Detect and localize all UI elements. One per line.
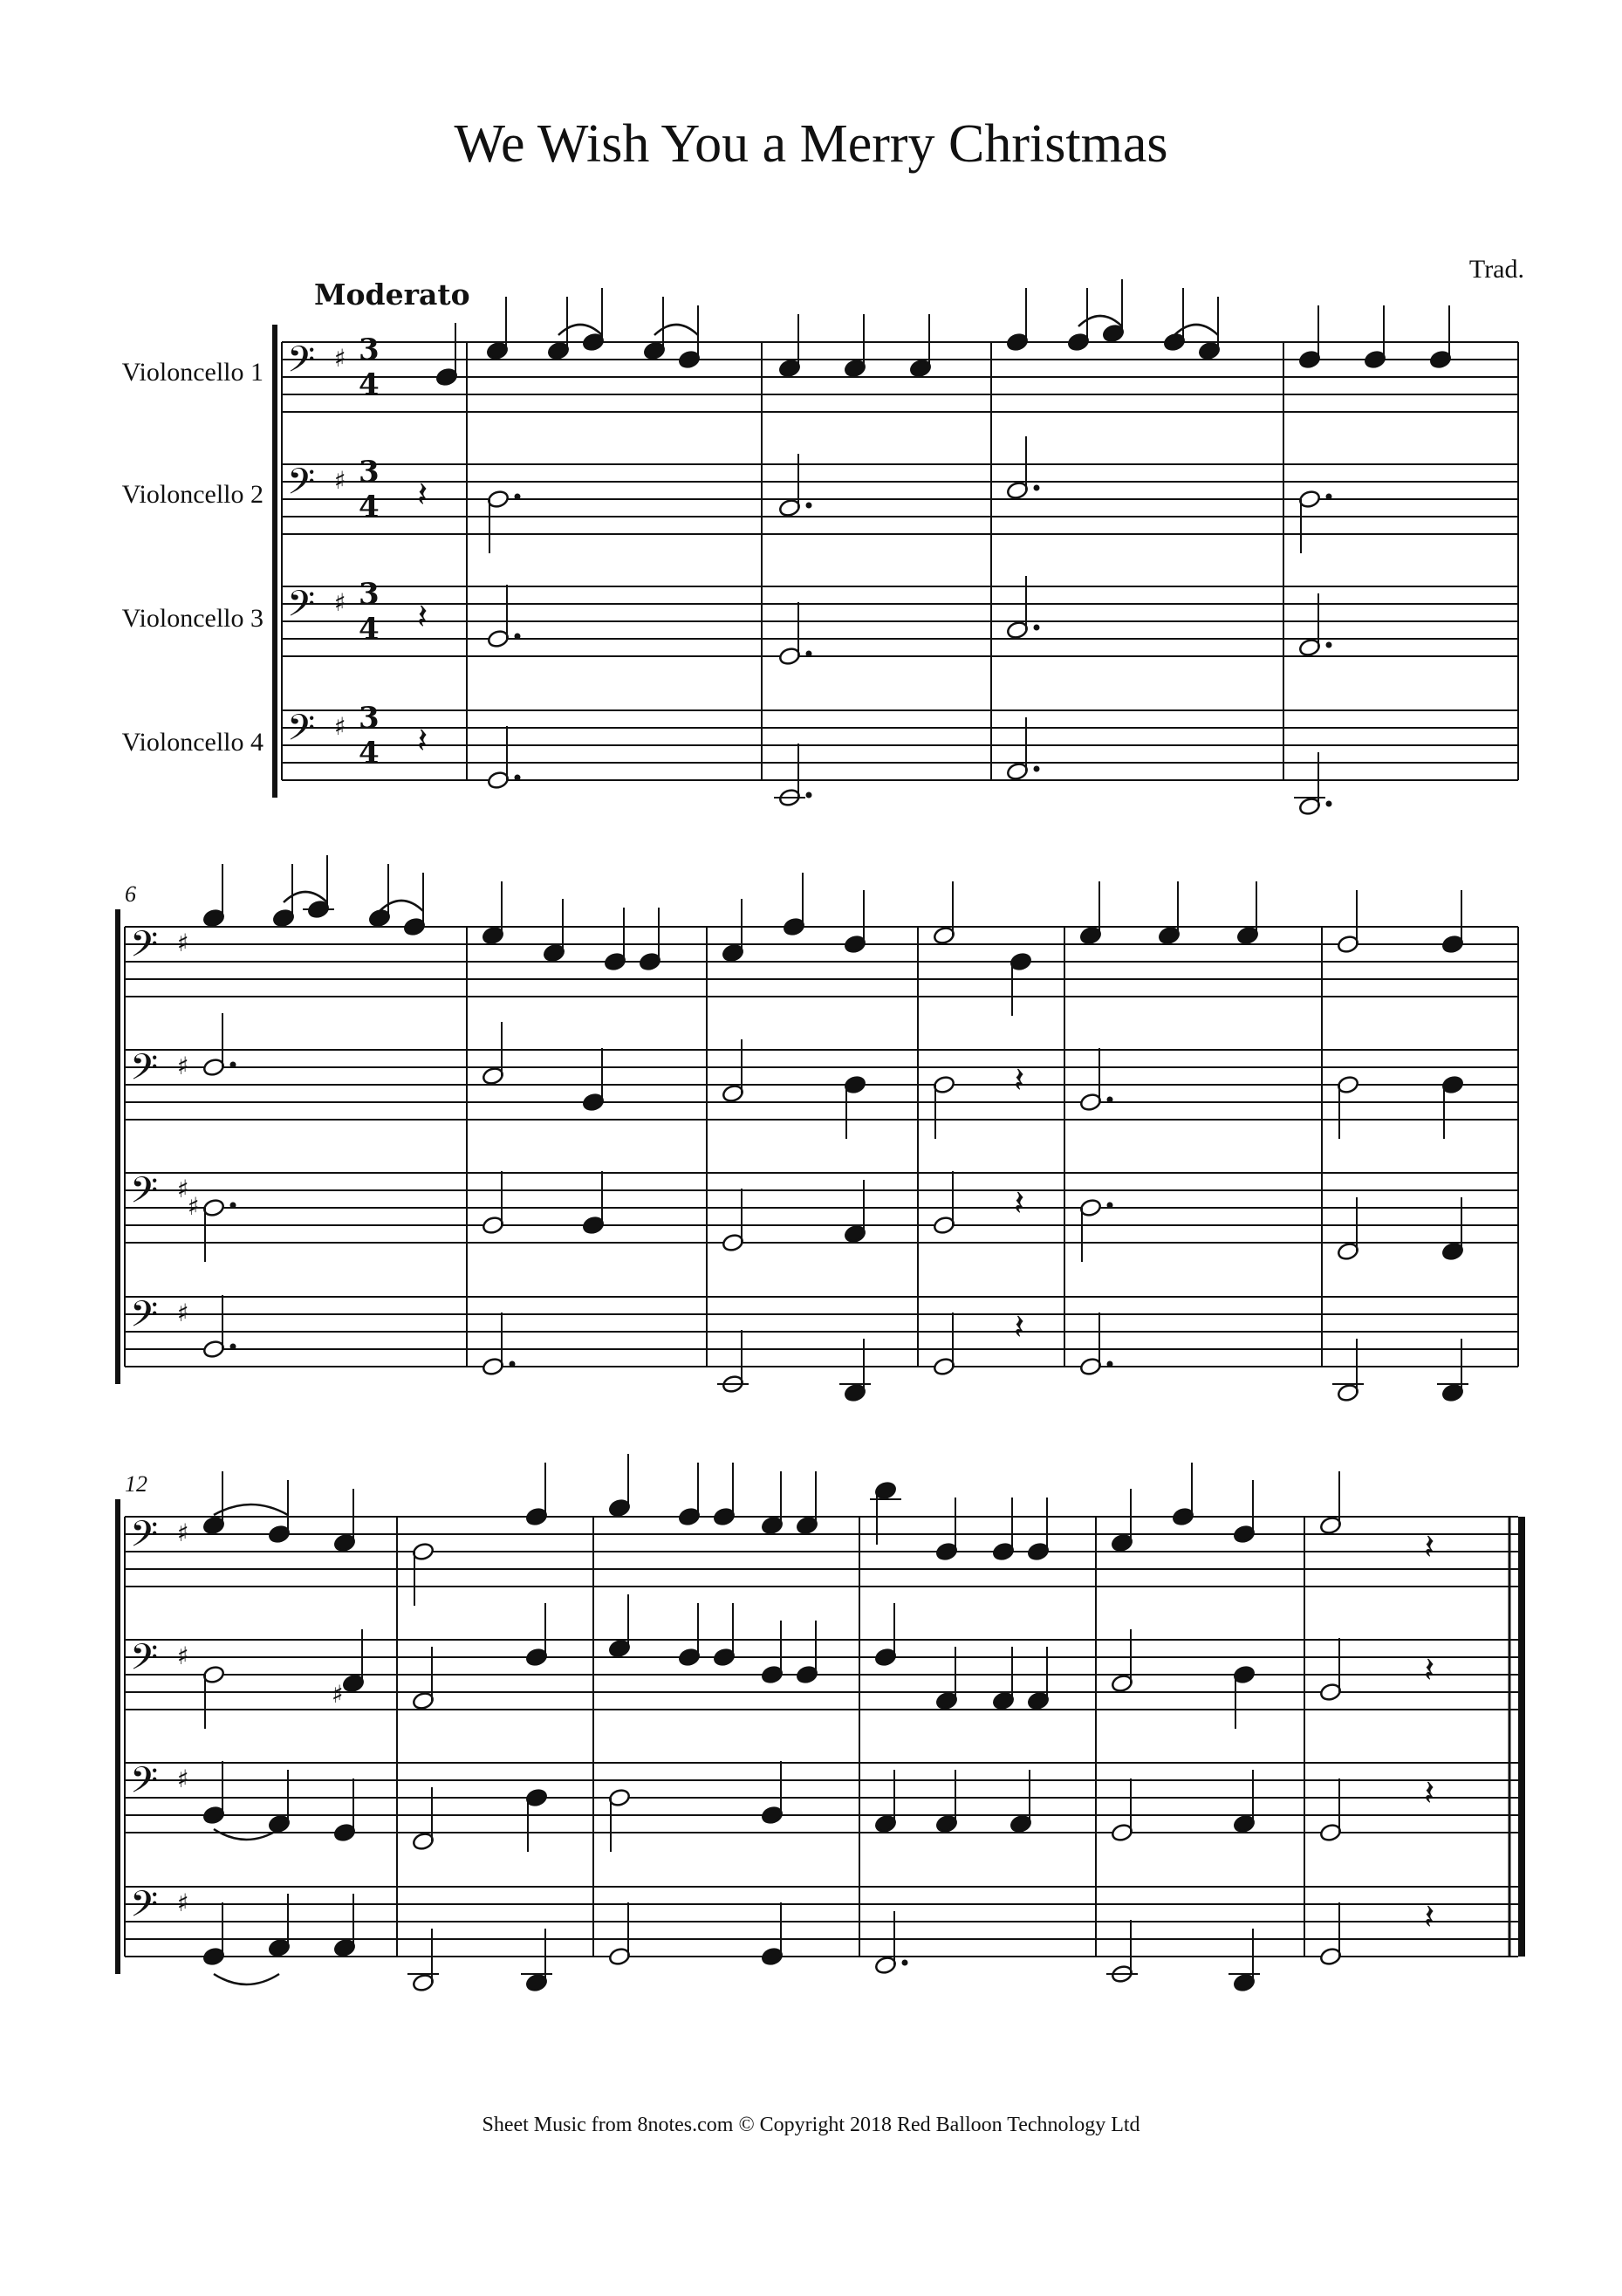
dot <box>230 1203 236 1209</box>
time-sig-top: 3 <box>359 577 380 612</box>
time-sig-top: 3 <box>359 701 380 736</box>
accidental-sharp-icon: ♯ <box>332 1680 344 1709</box>
key-sharp-icon: ♯ <box>334 466 346 495</box>
dot <box>230 1062 236 1068</box>
dot <box>1326 642 1332 648</box>
quarter-rest-icon: 𝄽 <box>417 475 428 515</box>
part-label-violoncello-4: Violoncello 4 <box>121 728 263 757</box>
key-sharp-icon: ♯ <box>177 1518 189 1547</box>
quarter-rest-icon: 𝄽 <box>1424 1527 1435 1567</box>
slur <box>654 325 698 335</box>
key-sharp-icon: ♯ <box>177 1175 189 1203</box>
slur <box>214 1829 279 1840</box>
key-sharp-icon: ♯ <box>177 1888 189 1917</box>
dot <box>230 1344 236 1350</box>
accidental-sharp-icon: ♯ <box>188 1192 200 1221</box>
quarter-rest-icon: 𝄽 <box>1424 1897 1435 1937</box>
key-sharp-icon: ♯ <box>334 344 346 373</box>
part-label-violoncello-1: Violoncello 1 <box>121 358 263 387</box>
copyright-footer: Sheet Music from 8notes.com © Copyright 2018 Red Balloon Technology Ltd <box>482 2114 1140 2136</box>
bass-clef-icon: 𝄢 <box>287 339 316 389</box>
time-sig-bottom: 4 <box>359 736 380 771</box>
bass-clef-icon: 𝄢 <box>287 707 316 757</box>
time-sig-bottom: 4 <box>359 612 380 647</box>
dot <box>510 1361 516 1367</box>
time-sig-top: 3 <box>359 332 380 367</box>
dot <box>1326 801 1332 807</box>
part-label-violoncello-2: Violoncello 2 <box>121 480 263 509</box>
slur <box>284 892 327 902</box>
slur <box>558 325 602 335</box>
part-label-violoncello-3: Violoncello 3 <box>121 604 263 633</box>
dot <box>515 634 521 640</box>
measure-number-system-2: 6 <box>125 881 136 907</box>
quarter-rest-icon: 𝄽 <box>1014 1183 1025 1223</box>
time-sig-top: 3 <box>359 455 380 490</box>
key-sharp-icon: ♯ <box>177 929 189 957</box>
bass-clef-icon: 𝄢 <box>130 923 159 974</box>
quarter-rest-icon: 𝄽 <box>1014 1060 1025 1100</box>
dot <box>1107 1361 1113 1367</box>
quarter-rest-icon: 𝄽 <box>417 597 428 637</box>
slur <box>214 1974 279 1984</box>
slur <box>1174 325 1218 335</box>
key-sharp-icon: ♯ <box>177 1641 189 1670</box>
key-sharp-icon: ♯ <box>177 1052 189 1080</box>
slur <box>1078 316 1122 326</box>
tempo-marking: Moderato <box>314 278 470 312</box>
key-sharp-icon: ♯ <box>334 588 346 617</box>
dot <box>806 503 812 509</box>
quarter-rest-icon: 𝄽 <box>1014 1307 1025 1347</box>
bass-clef-icon: 𝄢 <box>130 1636 159 1687</box>
key-sharp-icon: ♯ <box>334 712 346 741</box>
dot <box>1107 1097 1113 1103</box>
time-sig-bottom: 4 <box>359 490 380 524</box>
bass-clef-icon: 𝄢 <box>130 1169 159 1220</box>
bass-clef-icon: 𝄢 <box>130 1513 159 1564</box>
bass-clef-icon: 𝄢 <box>130 1759 159 1810</box>
dot <box>902 1960 908 1966</box>
dot <box>806 792 812 798</box>
dot <box>1034 485 1040 491</box>
quarter-rest-icon: 𝄽 <box>1424 1773 1435 1813</box>
bass-clef-icon: 𝄢 <box>287 583 316 634</box>
slur <box>214 1504 288 1515</box>
bass-clef-icon: 𝄢 <box>287 461 316 511</box>
page-title: We Wish You a Merry Christmas <box>454 114 1168 174</box>
bass-clef-icon: 𝄢 <box>130 1883 159 1934</box>
dot <box>515 775 521 781</box>
slur <box>380 901 423 911</box>
dot <box>1034 766 1040 772</box>
dot <box>515 494 521 500</box>
composer-credit: Trad. <box>1468 255 1524 284</box>
dot <box>806 651 812 657</box>
measure-number-system-3: 12 <box>125 1471 147 1497</box>
key-sharp-icon: ♯ <box>177 1765 189 1793</box>
quarter-rest-icon: 𝄽 <box>1424 1650 1435 1690</box>
dot <box>1326 494 1332 500</box>
dot <box>1034 625 1040 631</box>
quarter-rest-icon: 𝄽 <box>417 721 428 761</box>
key-sharp-icon: ♯ <box>177 1299 189 1327</box>
bass-clef-icon: 𝄢 <box>130 1046 159 1097</box>
bass-clef-icon: 𝄢 <box>130 1293 159 1344</box>
time-sig-bottom: 4 <box>359 367 380 402</box>
dot <box>1107 1203 1113 1209</box>
